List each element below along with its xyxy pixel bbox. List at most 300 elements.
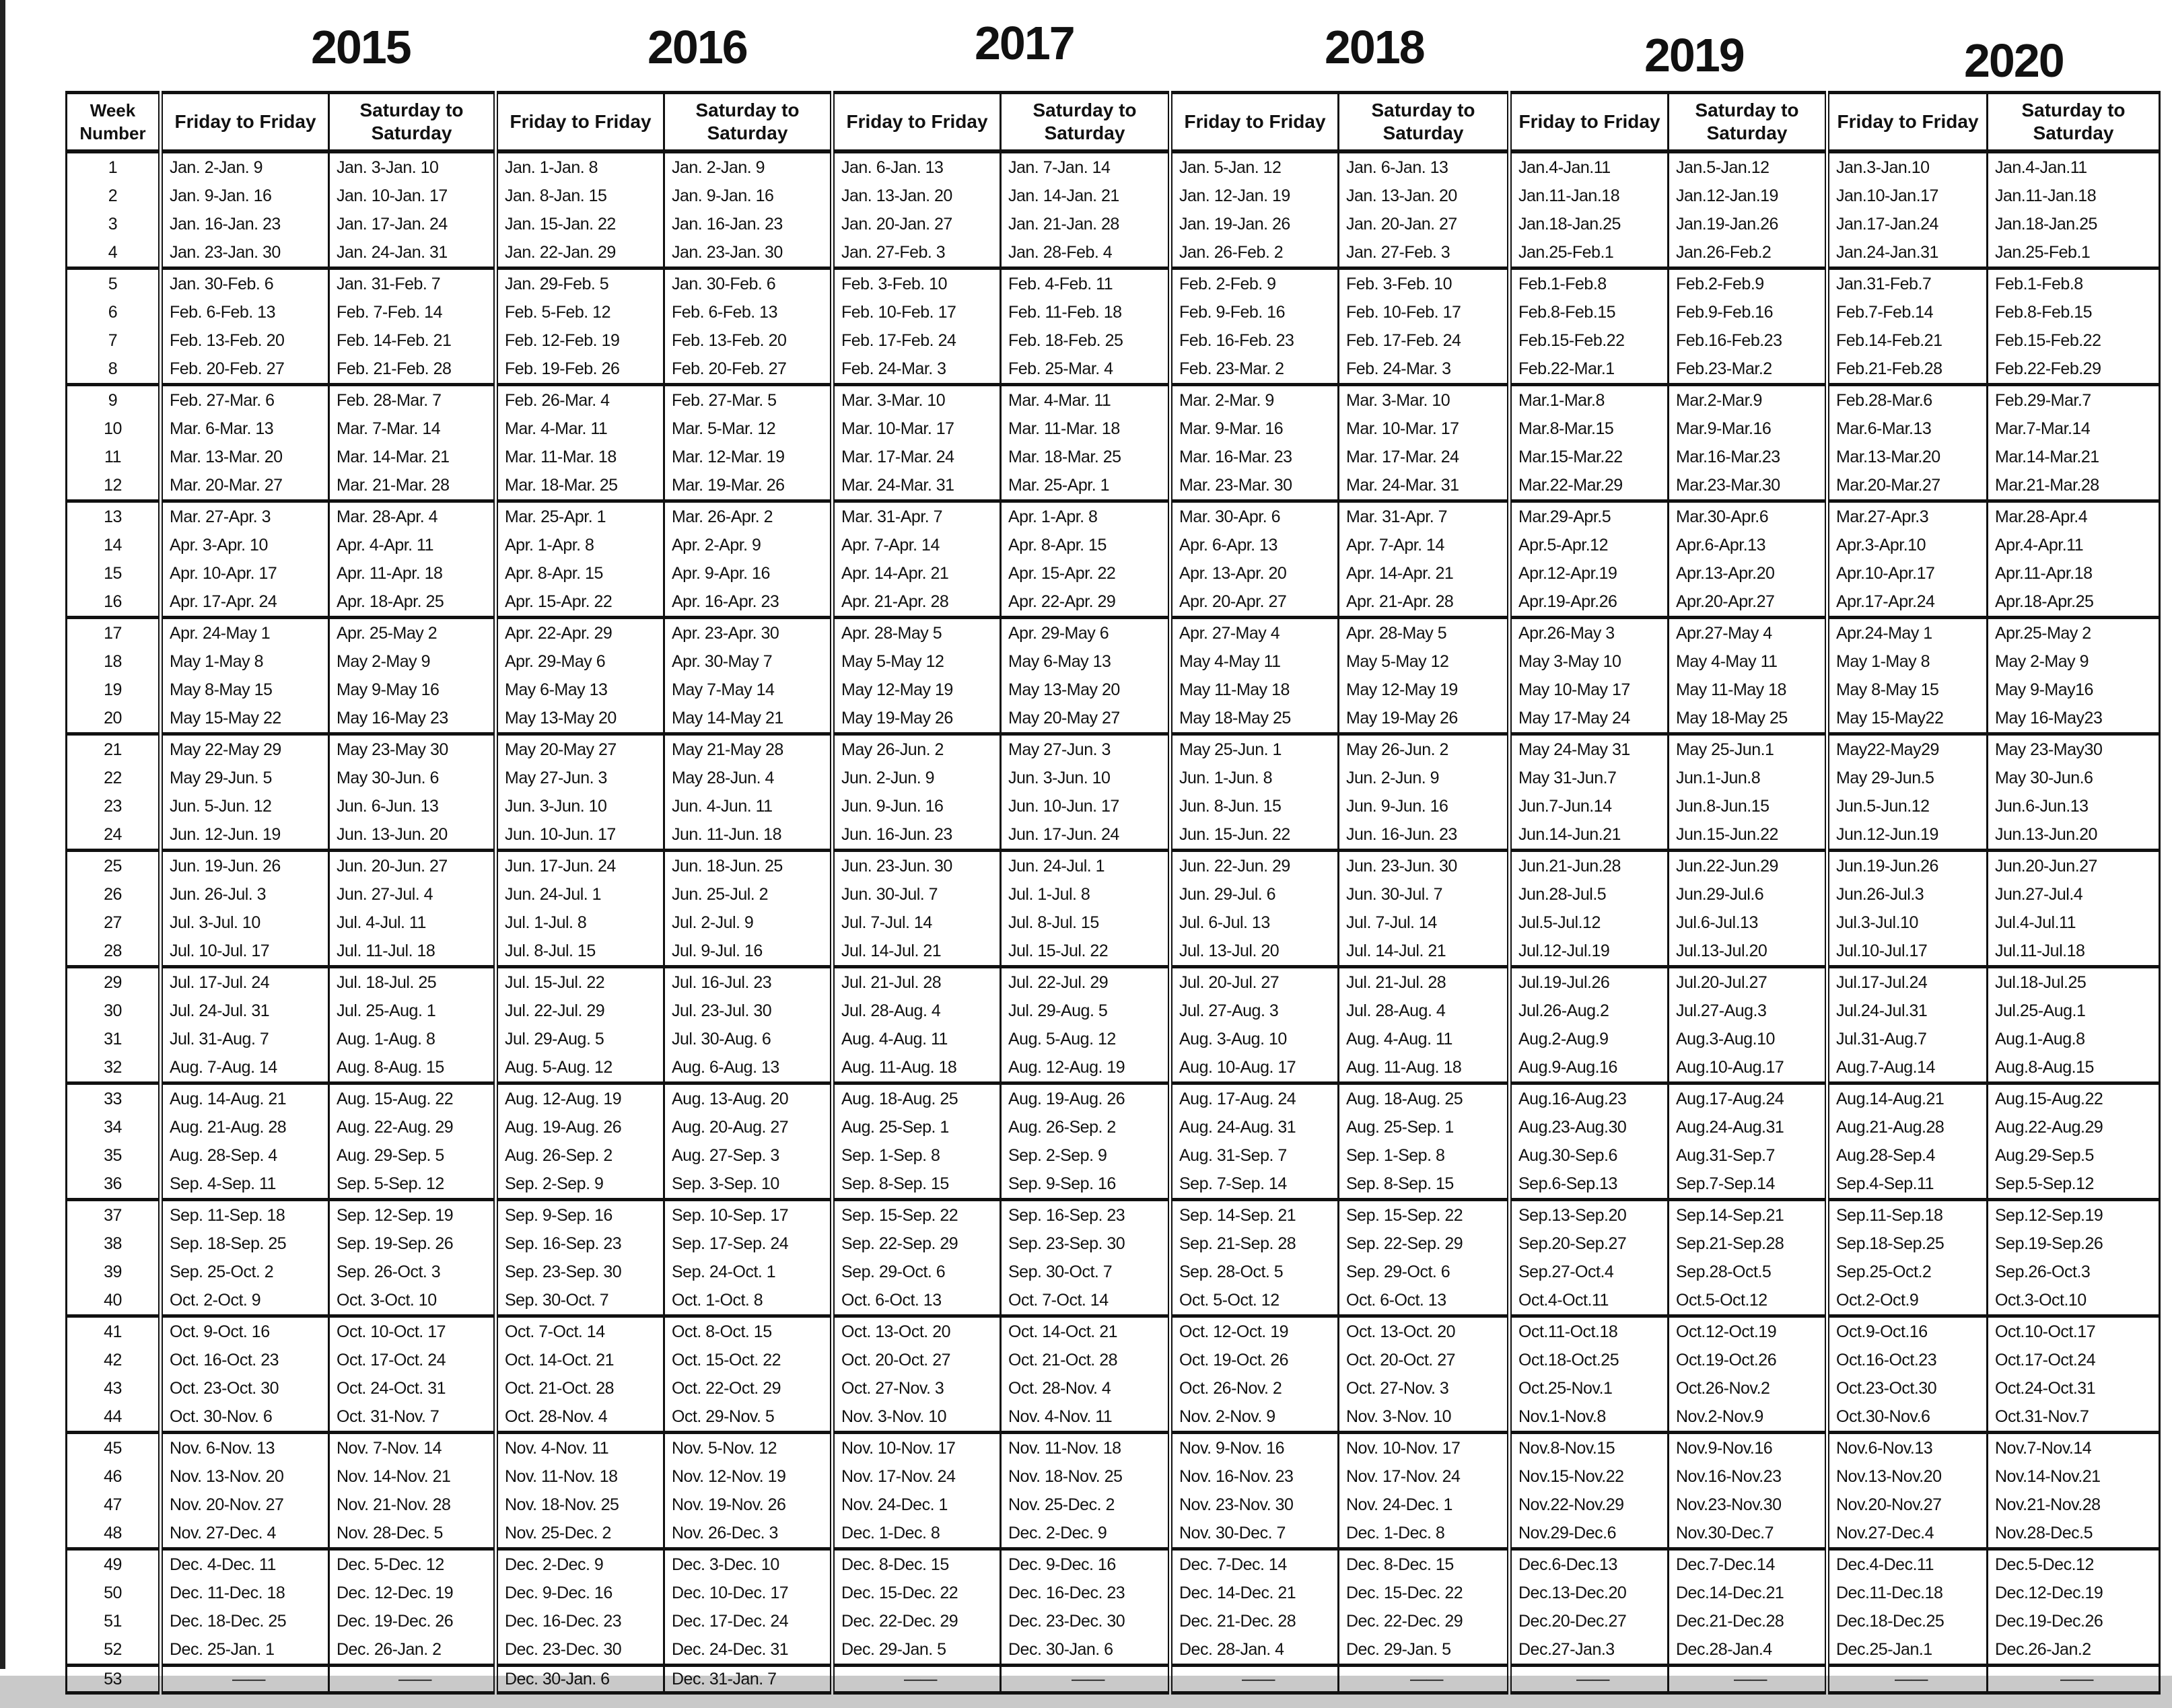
date-range-cell-2017-friday: Jun. 30-Jul. 7 (833, 880, 1001, 909)
date-range-cell-2020-saturday: Jul.25-Aug.1 (1988, 997, 2160, 1025)
date-range-cell-2019-friday: Nov.22-Nov.29 (1510, 1491, 1669, 1519)
date-range-cell-2016-saturday: Nov. 12-Nov. 19 (664, 1462, 833, 1491)
date-range-cell-2019-friday: Feb.15-Feb.22 (1510, 326, 1669, 355)
date-range-cell-2020-friday: Oct.9-Oct.16 (1827, 1316, 1988, 1347)
date-range-cell-2018-saturday: Mar. 31-Apr. 7 (1339, 501, 1510, 532)
date-range-cell-2015-saturday: Jul. 25-Aug. 1 (329, 997, 496, 1025)
date-range-cell-2016-saturday: Sep. 17-Sep. 24 (664, 1230, 833, 1258)
date-range-cell-2018-friday: Mar. 2-Mar. 9 (1170, 385, 1339, 415)
date-range-cell-2020-saturday: Jan.18-Jan.25 (1988, 210, 2160, 238)
date-range-cell-2015-friday: Jun. 26-Jul. 3 (161, 880, 329, 909)
date-range-cell-2018-saturday: Sep. 15-Sep. 22 (1339, 1200, 1510, 1230)
date-range-cell-2016-saturday: Dec. 3-Dec. 10 (664, 1549, 833, 1579)
date-range-cell-2020-friday: Jul.10-Jul.17 (1827, 937, 1988, 967)
date-range-cell-2019-saturday: Sep.14-Sep.21 (1669, 1200, 1827, 1230)
date-range-cell-2017-saturday: Oct. 7-Oct. 14 (1001, 1286, 1170, 1316)
week-number-cell: 23 (67, 792, 161, 820)
date-range-cell-2015-friday: Jan. 16-Jan. 23 (161, 210, 329, 238)
table-row (67, 151, 2160, 182)
header-2017-saturday: Saturday to Saturday (1001, 93, 1170, 152)
date-range-cell-2018-friday: Jun. 22-Jun. 29 (1170, 851, 1339, 881)
date-range-cell-2017-friday: May 12-May 19 (833, 676, 1001, 704)
date-range-cell-2015-saturday: Jun. 13-Jun. 20 (329, 820, 496, 851)
date-range-cell-2017-saturday: Jul. 8-Jul. 15 (1001, 909, 1170, 937)
date-range-cell-2019-friday: Mar.29-Apr.5 (1510, 501, 1669, 532)
date-range-cell-2016-saturday: Jul. 9-Jul. 16 (664, 937, 833, 967)
table-row (67, 880, 2160, 909)
date-range-cell-2015-friday: Apr. 24-May 1 (161, 618, 329, 648)
table-row (67, 1083, 2160, 1114)
week-number-cell: 3 (67, 210, 161, 238)
date-range-cell-2015-friday: Dec. 18-Dec. 25 (161, 1607, 329, 1635)
date-range-cell-2019-saturday: Jun.8-Jun.15 (1669, 792, 1827, 820)
date-range-cell-2015-saturday: Oct. 10-Oct. 17 (329, 1316, 496, 1347)
date-range-cell-2017-saturday: Oct. 21-Oct. 28 (1001, 1346, 1170, 1374)
date-range-cell-2015-friday: Sep. 25-Oct. 2 (161, 1258, 329, 1286)
date-range-cell-2015-friday: Jul. 17-Jul. 24 (161, 967, 329, 997)
year-headings (0, 17, 2172, 87)
date-range-cell-2020-friday: May 8-May 15 (1827, 676, 1988, 704)
date-range-cell-2018-friday: Apr. 20-Apr. 27 (1170, 588, 1339, 618)
table-row (67, 559, 2160, 588)
date-range-cell-2017-saturday: Jul. 22-Jul. 29 (1001, 967, 1170, 997)
week-group (67, 1549, 2160, 1666)
date-range-cell-2017-saturday: Jun. 3-Jun. 10 (1001, 764, 1170, 792)
date-range-cell-2017-saturday: Apr. 1-Apr. 8 (1001, 501, 1170, 532)
date-range-cell-2018-saturday: May 5-May 12 (1339, 647, 1510, 676)
date-range-cell-2018-saturday: Feb. 10-Feb. 17 (1339, 298, 1510, 326)
date-range-cell-2019-saturday: Aug.24-Aug.31 (1669, 1113, 1827, 1141)
date-range-cell-2019-friday: Nov.1-Nov.8 (1510, 1402, 1669, 1433)
date-range-cell-2017-saturday: Aug. 19-Aug. 26 (1001, 1083, 1170, 1114)
week-group (67, 1316, 2160, 1433)
date-range-cell-2019-saturday: Jan.26-Feb.2 (1669, 238, 1827, 269)
date-range-cell-2018-saturday: Feb. 24-Mar. 3 (1339, 355, 1510, 385)
date-range-cell-2016-friday: Nov. 11-Nov. 18 (496, 1462, 664, 1491)
date-range-cell-2017-friday: Mar. 31-Apr. 7 (833, 501, 1001, 532)
date-range-cell-2016-friday: Dec. 23-Dec. 30 (496, 1635, 664, 1666)
date-range-cell-2018-friday: Feb. 23-Mar. 2 (1170, 355, 1339, 385)
date-range-cell-2018-friday: Dec. 14-Dec. 21 (1170, 1579, 1339, 1607)
year-heading-2020: 2020 (1964, 34, 2064, 87)
date-range-cell-2020-friday: Jan.17-Jan.24 (1827, 210, 1988, 238)
date-range-cell-2018-saturday: Apr. 28-May 5 (1339, 618, 1510, 648)
date-range-cell-2016-saturday: Nov. 19-Nov. 26 (664, 1491, 833, 1519)
date-range-cell-2020-friday: Mar.6-Mar.13 (1827, 415, 1988, 443)
table-row (67, 326, 2160, 355)
date-range-cell-2018-friday: Aug. 17-Aug. 24 (1170, 1083, 1339, 1114)
date-range-cell-2015-friday: Aug. 14-Aug. 21 (161, 1083, 329, 1114)
date-range-cell-2015-saturday: Mar. 21-Mar. 28 (329, 471, 496, 501)
date-range-cell-2016-friday: Jan. 22-Jan. 29 (496, 238, 664, 269)
date-range-cell-2019-saturday: Apr.6-Apr.13 (1669, 531, 1827, 559)
table-row (67, 647, 2160, 676)
date-range-cell-2016-saturday: Jul. 23-Jul. 30 (664, 997, 833, 1025)
date-range-cell-2020-saturday: May 16-May23 (1988, 704, 2160, 734)
date-range-cell-2020-friday: May22-May29 (1827, 734, 1988, 764)
date-range-cell-2019-friday: Dec.27-Jan.3 (1510, 1635, 1669, 1666)
table-row (67, 1666, 2160, 1693)
date-range-cell-2020-saturday: Sep.26-Oct.3 (1988, 1258, 2160, 1286)
date-range-cell-2019-friday: Aug.2-Aug.9 (1510, 1025, 1669, 1053)
date-range-cell-2020-friday: May 29-Jun.5 (1827, 764, 1988, 792)
date-range-cell-2015-friday: Jun. 19-Jun. 26 (161, 851, 329, 881)
week-group (67, 734, 2160, 851)
date-range-cell-2020-saturday: Jan.11-Jan.18 (1988, 182, 2160, 210)
date-range-cell-2017-friday: Nov. 10-Nov. 17 (833, 1433, 1001, 1463)
date-range-cell-2019-saturday: May 25-Jun.1 (1669, 734, 1827, 764)
date-range-cell-2017-friday: Jan. 20-Jan. 27 (833, 210, 1001, 238)
date-range-cell-2020-friday: Dec.11-Dec.18 (1827, 1579, 1988, 1607)
week-number-cell: 2 (67, 182, 161, 210)
date-range-cell-2016-saturday: Jul. 2-Jul. 9 (664, 909, 833, 937)
table-row (67, 676, 2160, 704)
date-range-cell-2017-friday: Nov. 17-Nov. 24 (833, 1462, 1001, 1491)
week-number-cell: 28 (67, 937, 161, 967)
date-range-cell-2020-friday: Apr.10-Apr.17 (1827, 559, 1988, 588)
date-range-cell-2019-friday: Jan.25-Feb.1 (1510, 238, 1669, 269)
date-range-cell-2017-friday: Dec. 29-Jan. 5 (833, 1635, 1001, 1666)
date-range-cell-2020-saturday: Jul.11-Jul.18 (1988, 937, 2160, 967)
date-range-cell-2015-saturday: Sep. 5-Sep. 12 (329, 1170, 496, 1200)
date-range-cell-2020-saturday: May 30-Jun.6 (1988, 764, 2160, 792)
date-range-cell-2018-friday: Apr. 13-Apr. 20 (1170, 559, 1339, 588)
date-range-cell-2019-friday: Feb.8-Feb.15 (1510, 298, 1669, 326)
date-range-cell-2020-friday: Oct.30-Nov.6 (1827, 1402, 1988, 1433)
date-range-cell-2016-friday: Jul. 29-Aug. 5 (496, 1025, 664, 1053)
date-range-cell-2015-saturday: Sep. 12-Sep. 19 (329, 1200, 496, 1230)
date-range-cell-2017-friday: Apr. 21-Apr. 28 (833, 588, 1001, 618)
date-range-cell-2016-saturday: Jun. 25-Jul. 2 (664, 880, 833, 909)
date-range-cell-2020-friday: Aug.21-Aug.28 (1827, 1113, 1988, 1141)
date-range-cell-2015-saturday: Oct. 17-Oct. 24 (329, 1346, 496, 1374)
date-range-cell-2017-saturday: Jan. 14-Jan. 21 (1001, 182, 1170, 210)
week-number-cell: 24 (67, 820, 161, 851)
date-range-cell-2016-friday: Feb. 19-Feb. 26 (496, 355, 664, 385)
date-range-cell-2015-friday: Mar. 20-Mar. 27 (161, 471, 329, 501)
date-range-cell-2015-saturday: Dec. 12-Dec. 19 (329, 1579, 496, 1607)
date-range-cell-2015-saturday: Dec. 26-Jan. 2 (329, 1635, 496, 1666)
date-range-cell-2016-friday: Feb. 5-Feb. 12 (496, 298, 664, 326)
date-range-cell-2016-saturday: Mar. 26-Apr. 2 (664, 501, 833, 532)
date-range-cell-2017-saturday: Aug. 26-Sep. 2 (1001, 1113, 1170, 1141)
date-range-cell-2015-saturday: Dec. 19-Dec. 26 (329, 1607, 496, 1635)
week-number-cell: 22 (67, 764, 161, 792)
date-range-cell-2017-friday: Oct. 27-Nov. 3 (833, 1374, 1001, 1402)
date-range-cell-2016-friday: Feb. 12-Feb. 19 (496, 326, 664, 355)
date-range-cell-2016-saturday: Aug. 27-Sep. 3 (664, 1141, 833, 1170)
date-range-cell-2016-friday: May 13-May 20 (496, 704, 664, 734)
date-range-cell-2017-saturday: Jul. 1-Jul. 8 (1001, 880, 1170, 909)
date-range-cell-2020-saturday: Apr.25-May 2 (1988, 618, 2160, 648)
header-2015-saturday: Saturday to Saturday (329, 93, 496, 152)
date-range-cell-2019-friday: May 17-May 24 (1510, 704, 1669, 734)
date-range-cell-2020-saturday: Jan.4-Jan.11 (1988, 151, 2160, 182)
date-range-cell-2019-saturday: Feb.9-Feb.16 (1669, 298, 1827, 326)
date-range-cell-2019-friday: Jul.19-Jul.26 (1510, 967, 1669, 997)
date-range-cell-2015-saturday: Apr. 4-Apr. 11 (329, 531, 496, 559)
week-number-cell: 1 (67, 151, 161, 182)
date-range-cell-2019-friday: Jul.12-Jul.19 (1510, 937, 1669, 967)
date-range-cell-2018-friday: Nov. 9-Nov. 16 (1170, 1433, 1339, 1463)
date-range-cell-2015-friday: Dec. 11-Dec. 18 (161, 1579, 329, 1607)
date-range-cell-2018-friday: Nov. 23-Nov. 30 (1170, 1491, 1339, 1519)
date-range-cell-2017-friday: Sep. 1-Sep. 8 (833, 1141, 1001, 1170)
table-row (67, 1170, 2160, 1200)
date-range-cell-2016-friday: Dec. 30-Jan. 6 (496, 1666, 664, 1693)
date-range-cell-2017-saturday: Sep. 23-Sep. 30 (1001, 1230, 1170, 1258)
date-range-cell-2019-friday: Sep.27-Oct.4 (1510, 1258, 1669, 1286)
date-range-cell-2016-friday: Jan. 15-Jan. 22 (496, 210, 664, 238)
date-range-cell-2019-saturday: Aug.10-Aug.17 (1669, 1053, 1827, 1083)
date-range-cell-2018-saturday: Aug. 4-Aug. 11 (1339, 1025, 1510, 1053)
date-range-cell-2015-saturday: Nov. 7-Nov. 14 (329, 1433, 496, 1463)
date-range-cell-2019-saturday: Jun.22-Jun.29 (1669, 851, 1827, 881)
date-range-cell-2016-saturday: Nov. 5-Nov. 12 (664, 1433, 833, 1463)
date-range-cell-2016-saturday: Oct. 1-Oct. 8 (664, 1286, 833, 1316)
date-range-cell-2020-saturday: Oct.10-Oct.17 (1988, 1316, 2160, 1347)
date-range-cell-2019-saturday: Feb.23-Mar.2 (1669, 355, 1827, 385)
date-range-cell-2016-saturday: Dec. 10-Dec. 17 (664, 1579, 833, 1607)
date-range-cell-2020-saturday: Jun.13-Jun.20 (1988, 820, 2160, 851)
week-group (67, 967, 2160, 1083)
week-number-cell: 48 (67, 1519, 161, 1549)
date-range-cell-2016-saturday: Jan. 2-Jan. 9 (664, 151, 833, 182)
week-number-cell: 12 (67, 471, 161, 501)
date-range-cell-2018-friday: Mar. 23-Mar. 30 (1170, 471, 1339, 501)
table-row (67, 531, 2160, 559)
date-range-cell-2016-friday: Dec. 16-Dec. 23 (496, 1607, 664, 1635)
date-range-cell-2017-friday: Sep. 15-Sep. 22 (833, 1200, 1001, 1230)
date-range-cell-2018-friday: Dec. 7-Dec. 14 (1170, 1549, 1339, 1579)
table-row (67, 1579, 2160, 1607)
date-range-cell-2018-saturday: Jan. 13-Jan. 20 (1339, 182, 1510, 210)
date-range-cell-2017-saturday: Jan. 28-Feb. 4 (1001, 238, 1170, 269)
week-number-cell: 51 (67, 1607, 161, 1635)
date-range-cell-2015-saturday: Oct. 3-Oct. 10 (329, 1286, 496, 1316)
date-range-cell-2019-friday: Apr.26-May 3 (1510, 618, 1669, 648)
date-range-cell-2017-saturday: Feb. 25-Mar. 4 (1001, 355, 1170, 385)
date-range-cell-2019-friday: Sep.13-Sep.20 (1510, 1200, 1669, 1230)
header-2020-friday: Friday to Friday (1827, 93, 1988, 152)
date-range-cell-2016-saturday: Nov. 26-Dec. 3 (664, 1519, 833, 1549)
date-range-cell-2020-friday: Aug.7-Aug.14 (1827, 1053, 1988, 1083)
date-range-cell-2018-friday: Jun. 1-Jun. 8 (1170, 764, 1339, 792)
week-number-cell: 6 (67, 298, 161, 326)
date-range-cell-2019-saturday: Nov.23-Nov.30 (1669, 1491, 1827, 1519)
date-range-cell-2016-friday: Apr. 8-Apr. 15 (496, 559, 664, 588)
date-range-cell-2019-saturday: Jul.20-Jul.27 (1669, 967, 1827, 997)
date-range-cell-2019-saturday: Sep.21-Sep.28 (1669, 1230, 1827, 1258)
date-range-cell-2016-friday: Sep. 30-Oct. 7 (496, 1286, 664, 1316)
table-row (67, 704, 2160, 734)
date-range-cell-2015-friday: May 8-May 15 (161, 676, 329, 704)
date-range-cell-2020-saturday: Sep.19-Sep.26 (1988, 1230, 2160, 1258)
date-range-cell-2019-friday: Jul.26-Aug.2 (1510, 997, 1669, 1025)
date-range-cell-2015-friday: Feb. 6-Feb. 13 (161, 298, 329, 326)
table-row (67, 501, 2160, 532)
date-range-cell-2020-friday: Apr.3-Apr.10 (1827, 531, 1988, 559)
date-range-cell-2019-friday: Sep.20-Sep.27 (1510, 1230, 1669, 1258)
table-row (67, 1113, 2160, 1141)
date-range-cell-2016-friday: Apr. 29-May 6 (496, 647, 664, 676)
date-range-cell-2016-friday: Jul. 15-Jul. 22 (496, 967, 664, 997)
date-range-cell-2020-saturday: Mar.14-Mar.21 (1988, 443, 2160, 471)
date-range-cell-2015-saturday: Aug. 15-Aug. 22 (329, 1083, 496, 1114)
date-range-cell-2017-friday: Aug. 11-Aug. 18 (833, 1053, 1001, 1083)
date-range-cell-2015-saturday: Jul. 18-Jul. 25 (329, 967, 496, 997)
date-range-cell-2018-friday: Jul. 6-Jul. 13 (1170, 909, 1339, 937)
date-range-cell-2019-friday: Apr.19-Apr.26 (1510, 588, 1669, 618)
date-range-cell-2016-friday: May 6-May 13 (496, 676, 664, 704)
date-range-cell-2016-saturday: Feb. 6-Feb. 13 (664, 298, 833, 326)
date-range-cell-2020-saturday: Dec.5-Dec.12 (1988, 1549, 2160, 1579)
date-range-cell-2015-saturday: Feb. 28-Mar. 7 (329, 385, 496, 415)
date-range-cell-2018-saturday: Mar. 10-Mar. 17 (1339, 415, 1510, 443)
date-range-cell-2017-friday: Oct. 6-Oct. 13 (833, 1286, 1001, 1316)
date-range-cell-2020-friday: Aug.28-Sep.4 (1827, 1141, 1988, 1170)
date-range-cell-2017-friday: Jul. 21-Jul. 28 (833, 967, 1001, 997)
date-range-cell-2019-saturday: Jan.5-Jan.12 (1669, 151, 1827, 182)
week-number-cell: 53 (67, 1666, 161, 1693)
table-row (67, 1200, 2160, 1230)
date-range-cell-2019-saturday: Jul.27-Aug.3 (1669, 997, 1827, 1025)
date-range-cell-2020-friday: Mar.20-Mar.27 (1827, 471, 1988, 501)
date-range-cell-2016-friday: Feb. 26-Mar. 4 (496, 385, 664, 415)
table-row (67, 1346, 2160, 1374)
table-row (67, 618, 2160, 648)
date-range-cell-2019-friday: Dec.6-Dec.13 (1510, 1549, 1669, 1579)
date-range-cell-2016-saturday: Dec. 24-Dec. 31 (664, 1635, 833, 1666)
date-range-cell-2018-saturday: Sep. 29-Oct. 6 (1339, 1258, 1510, 1286)
date-range-cell-2018-saturday: Nov. 17-Nov. 24 (1339, 1462, 1510, 1491)
date-range-cell-2017-friday: Nov. 24-Dec. 1 (833, 1491, 1001, 1519)
date-range-cell-2015-saturday: Sep. 19-Sep. 26 (329, 1230, 496, 1258)
date-range-cell-2019-saturday: Mar.30-Apr.6 (1669, 501, 1827, 532)
date-range-cell-2018-saturday: Jun. 16-Jun. 23 (1339, 820, 1510, 851)
date-range-cell-2019-saturday: Mar.16-Mar.23 (1669, 443, 1827, 471)
date-range-cell-2015-friday: Jan. 2-Jan. 9 (161, 151, 329, 182)
week-number-cell: 25 (67, 851, 161, 881)
week-number-cell: 46 (67, 1462, 161, 1491)
date-range-cell-2015-friday: Jan. 9-Jan. 16 (161, 182, 329, 210)
date-range-cell-2015-saturday: Aug. 22-Aug. 29 (329, 1113, 496, 1141)
date-range-cell-2015-saturday: Feb. 21-Feb. 28 (329, 355, 496, 385)
week-number-cell: 4 (67, 238, 161, 269)
date-range-cell-2017-friday: Mar. 24-Mar. 31 (833, 471, 1001, 501)
date-range-cell-2016-saturday: Feb. 27-Mar. 5 (664, 385, 833, 415)
week-number-cell: 27 (67, 909, 161, 937)
date-range-cell-2019-friday: Nov.8-Nov.15 (1510, 1433, 1669, 1463)
date-range-cell-2017-friday: Dec. 15-Dec. 22 (833, 1579, 1001, 1607)
date-range-cell-2019-saturday: Dec.14-Dec.21 (1669, 1579, 1827, 1607)
date-range-cell-2016-friday: Oct. 7-Oct. 14 (496, 1316, 664, 1347)
date-range-cell-2019-saturday: May 11-May 18 (1669, 676, 1827, 704)
date-range-cell-2016-friday: Jul. 1-Jul. 8 (496, 909, 664, 937)
date-range-cell-2020-friday: Nov.20-Nov.27 (1827, 1491, 1988, 1519)
date-range-cell-2018-friday: Sep. 28-Oct. 5 (1170, 1258, 1339, 1286)
date-range-cell-2015-saturday: Jun. 6-Jun. 13 (329, 792, 496, 820)
date-range-cell-2018-saturday: Nov. 24-Dec. 1 (1339, 1491, 1510, 1519)
date-range-cell-2018-saturday: Jan. 6-Jan. 13 (1339, 151, 1510, 182)
date-range-cell-2020-friday: Jul.31-Aug.7 (1827, 1025, 1988, 1053)
table-row (67, 1053, 2160, 1083)
date-range-cell-2018-friday: Jun. 15-Jun. 22 (1170, 820, 1339, 851)
week-number-cell: 26 (67, 880, 161, 909)
date-range-cell-2019-saturday: Sep.7-Sep.14 (1669, 1170, 1827, 1200)
date-range-cell-2015-saturday: May 30-Jun. 6 (329, 764, 496, 792)
date-range-cell-2016-friday: Dec. 2-Dec. 9 (496, 1549, 664, 1579)
date-range-cell-2020-friday: Jun.5-Jun.12 (1827, 792, 1988, 820)
header-2019-saturday: Saturday to Saturday (1669, 93, 1827, 152)
date-range-cell-2019-saturday: Oct.19-Oct.26 (1669, 1346, 1827, 1374)
date-range-cell-2018-saturday: Sep. 1-Sep. 8 (1339, 1141, 1510, 1170)
date-range-cell-2018-friday: Apr. 27-May 4 (1170, 618, 1339, 648)
date-range-cell-2016-friday: Mar. 4-Mar. 11 (496, 415, 664, 443)
date-range-cell-2015-saturday: Jul. 4-Jul. 11 (329, 909, 496, 937)
table-row (67, 997, 2160, 1025)
date-range-cell-2018-friday: Jan. 12-Jan. 19 (1170, 182, 1339, 210)
date-range-cell-2019-friday: Feb.22-Mar.1 (1510, 355, 1669, 385)
date-range-cell-2018-saturday: May 26-Jun. 2 (1339, 734, 1510, 764)
date-range-cell-2018-friday: Dec. 28-Jan. 4 (1170, 1635, 1339, 1666)
date-range-cell-2020-saturday: Dec.12-Dec.19 (1988, 1579, 2160, 1607)
week-number-cell: 29 (67, 967, 161, 997)
date-range-cell-2015-saturday: May 23-May 30 (329, 734, 496, 764)
date-range-cell-2016-saturday: Feb. 20-Feb. 27 (664, 355, 833, 385)
date-range-cell-2017-saturday: Sep. 2-Sep. 9 (1001, 1141, 1170, 1170)
date-range-cell-2017-saturday: Nov. 11-Nov. 18 (1001, 1433, 1170, 1463)
date-range-cell-2016-saturday: Oct. 29-Nov. 5 (664, 1402, 833, 1433)
date-range-cell-2018-saturday: Dec. 1-Dec. 8 (1339, 1519, 1510, 1549)
year-heading-2019: 2019 (1644, 29, 1744, 81)
table-row (67, 588, 2160, 618)
date-range-cell-2015-friday: Jul. 3-Jul. 10 (161, 909, 329, 937)
date-range-cell-2016-saturday: Sep. 3-Sep. 10 (664, 1170, 833, 1200)
date-range-cell-2020-friday: Sep.4-Sep.11 (1827, 1170, 1988, 1200)
week-number-cell: 32 (67, 1053, 161, 1083)
date-range-cell-2015-saturday: Nov. 14-Nov. 21 (329, 1462, 496, 1491)
date-range-cell-2015-saturday: Nov. 21-Nov. 28 (329, 1491, 496, 1519)
date-range-cell-2016-saturday: Jan. 30-Feb. 6 (664, 269, 833, 299)
date-range-cell-2017-saturday: Apr. 22-Apr. 29 (1001, 588, 1170, 618)
table-row (67, 210, 2160, 238)
table-row (67, 1025, 2160, 1053)
date-range-cell-2016-friday: May 27-Jun. 3 (496, 764, 664, 792)
date-range-cell-2017-friday: Mar. 17-Mar. 24 (833, 443, 1001, 471)
date-range-cell-2019-friday: May 10-May 17 (1510, 676, 1669, 704)
date-range-cell-2016-friday: Jan. 8-Jan. 15 (496, 182, 664, 210)
date-range-cell-2015-saturday: Mar. 7-Mar. 14 (329, 415, 496, 443)
date-range-cell-2018-friday: Aug. 3-Aug. 10 (1170, 1025, 1339, 1053)
table-row (67, 1462, 2160, 1491)
date-range-cell-2016-saturday: Sep. 10-Sep. 17 (664, 1200, 833, 1230)
date-range-cell-2019-friday: Jan.11-Jan.18 (1510, 182, 1669, 210)
date-range-cell-2018-saturday: Jan. 27-Feb. 3 (1339, 238, 1510, 269)
date-range-cell-2015-saturday: Aug. 1-Aug. 8 (329, 1025, 496, 1053)
date-range-cell-2020-saturday: Feb.29-Mar.7 (1988, 385, 2160, 415)
date-range-cell-2016-friday: Sep. 2-Sep. 9 (496, 1170, 664, 1200)
date-range-cell-2017-friday: Aug. 4-Aug. 11 (833, 1025, 1001, 1053)
date-range-cell-2017-saturday: Nov. 18-Nov. 25 (1001, 1462, 1170, 1491)
week-group (67, 151, 2160, 269)
date-range-cell-2019-friday: Aug.9-Aug.16 (1510, 1053, 1669, 1083)
date-range-cell-2017-friday: Aug. 18-Aug. 25 (833, 1083, 1001, 1114)
date-range-cell-2016-saturday: Jan. 23-Jan. 30 (664, 238, 833, 269)
date-range-cell-2018-friday: Jul. 13-Jul. 20 (1170, 937, 1339, 967)
date-range-cell-2016-friday: Jun. 24-Jul. 1 (496, 880, 664, 909)
date-range-cell-2020-friday: Jun.12-Jun.19 (1827, 820, 1988, 851)
